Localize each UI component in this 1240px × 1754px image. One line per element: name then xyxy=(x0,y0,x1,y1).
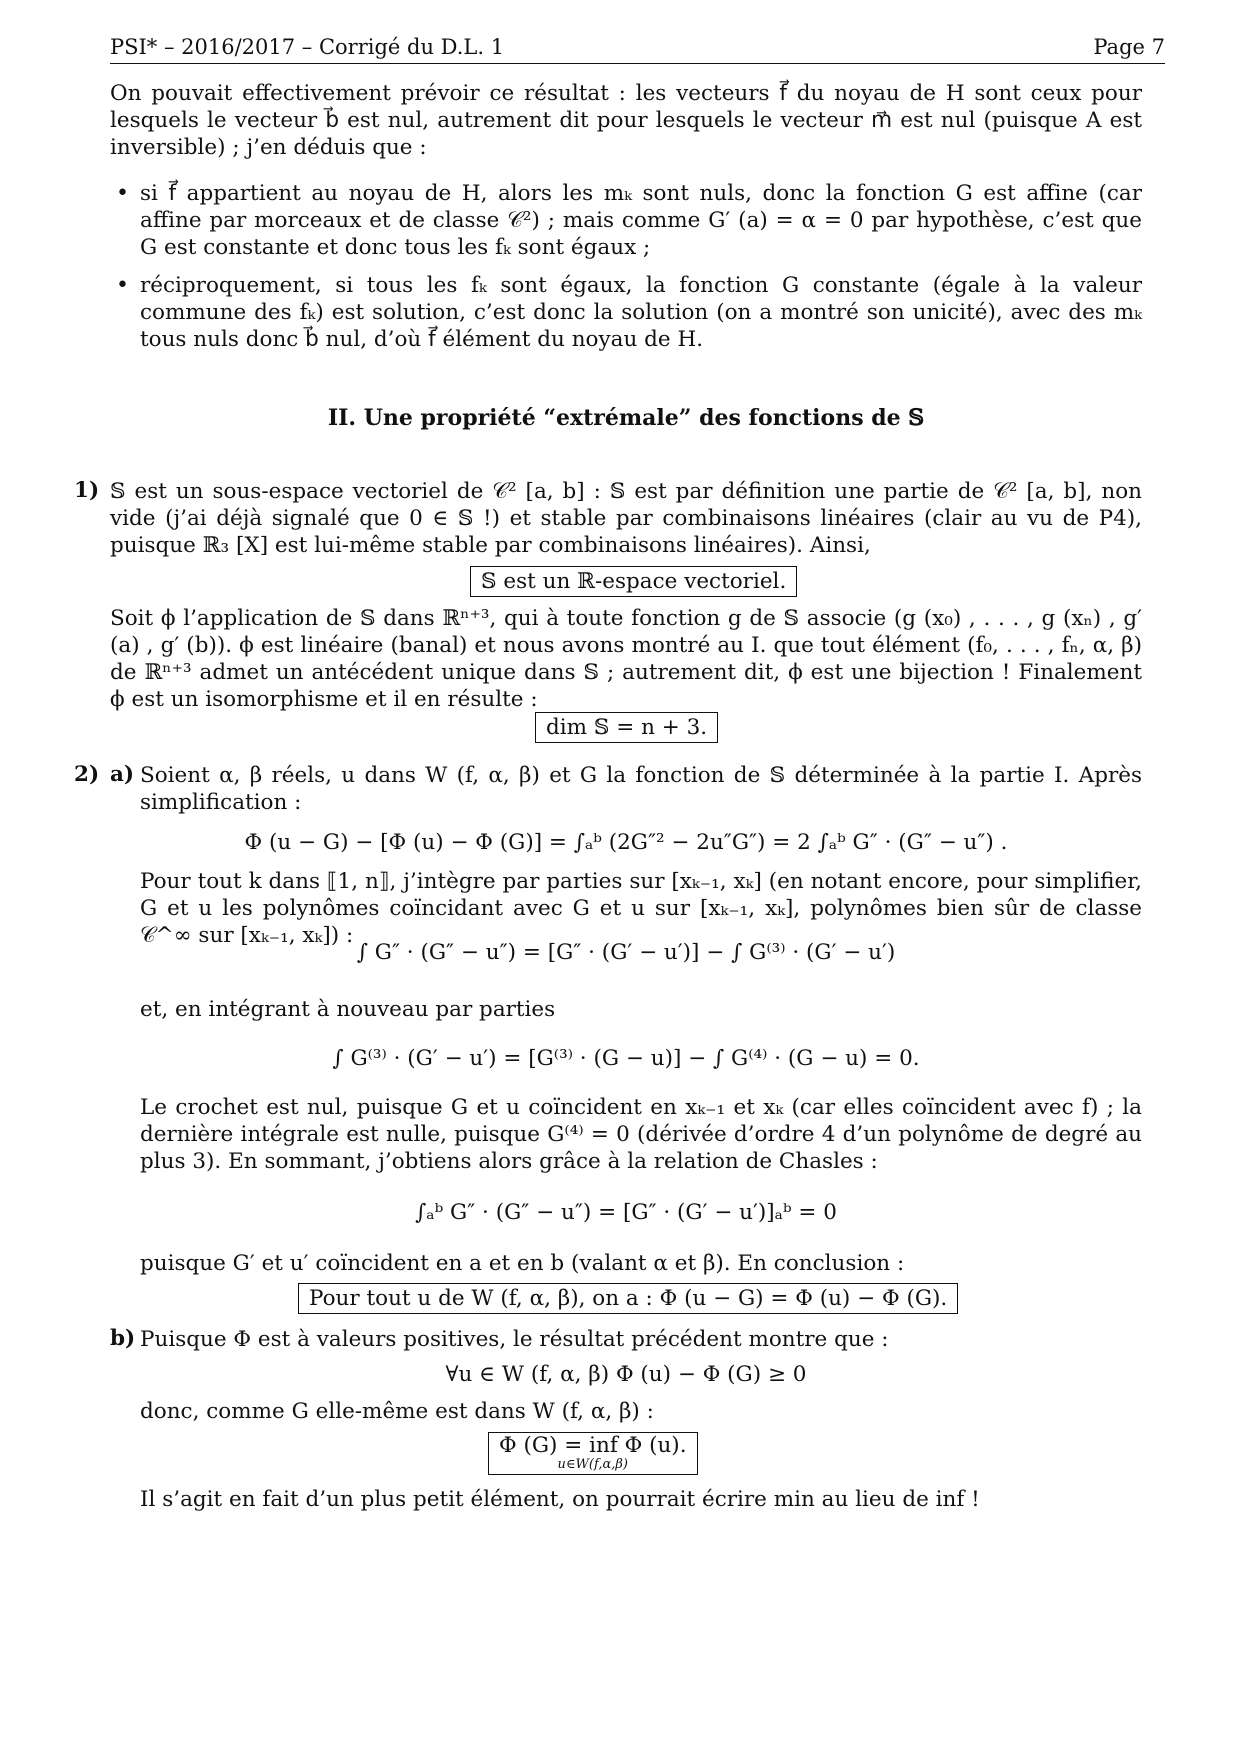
crochet-text: Le crochet est nul, puisque G et u coïncident en xₖ₋₁ et xₖ (car elles coïncident avec f) ; la dernière intégrale est nulle, puisque G⁽⁴⁾ = 0 (dérivée d’ordre 4 d’un polynôme de degré au plus 3). En sommant, j’obtiens alors grâce à la relation de Chasles : xyxy=(140,1095,1142,1174)
page-number: Page 7 xyxy=(1093,35,1165,59)
infimum-formula: Φ (G) = inf Φ (u). xyxy=(499,1433,687,1458)
ipp-text: Pour tout k dans ⟦1, n⟧, j’intègre par parties sur [xₖ₋₁, xₖ] (en notant encore, pour simplifier, G et u les polynômes coïncidant avec G et u sur [xₖ₋₁, xₖ], polynômes bien sûr de classe 𝒞^∞ sur [xₖ₋₁, xₖ]) : xyxy=(140,869,1142,948)
again-text: et, en intégrant à nouveau par parties xyxy=(140,997,556,1022)
intro-paragraph: On pouvait effectivement prévoir ce résultat : les vecteurs f⃗ du noyau de H sont ceux pour lesquels le vecteur b⃗ est nul, autrement dit pour lesquels le vecteur m⃗ est nul (puisque A est inversible) ; j’en déduis que : xyxy=(110,81,1142,160)
equation-2: ∫ G″ · (G″ − u″) = [G″ · (G′ − u′)] − ∫ G⁽³⁾ · (G′ − u′) xyxy=(356,940,896,965)
bullet-item-1: si f⃗ appartient au noyau de H, alors les mₖ sont nuls, donc la fonction G est affine (car affine par morceaux et de classe 𝒞²) ; mais comme G′ (a) = α = 0 par hypothèse, c’est que G est constante et donc tous les fₖ sont égaux ; xyxy=(140,181,1142,260)
conclusion-text: puisque G′ et u′ coïncident en a et en b (valant α et β). En conclusion : xyxy=(140,1251,905,1276)
result-box-infimum xyxy=(488,1432,698,1475)
part-b-label: b) xyxy=(110,1326,136,1351)
question-1-text: 𝕊 est un sous-espace vectoriel de 𝒞² [a, b] : 𝕊 est par définition une partie de 𝒞² [a, b], non vide (j’ai déjà signalé que 0 ∈ 𝕊 !) et stable par combinaisons linéaires (clair au vu de P4), puisque ℝ₃ [X] est lui-même stable par combinaisons linéaires). Ainsi, xyxy=(110,479,1142,558)
final-remark: Il s’agit en fait d’un plus petit élément, on pourrait écrire min au lieu de inf ! xyxy=(140,1487,980,1512)
page-header xyxy=(110,30,1165,64)
section-title: II. Une propriété “extrémale” des fonctions de 𝕊 xyxy=(327,405,925,431)
equation-3: ∫ G⁽³⁾ · (G′ − u′) = [G⁽³⁾ · (G − u)] − ∫ G⁽⁴⁾ · (G − u) = 0. xyxy=(332,1046,920,1071)
bullet-marker: • xyxy=(116,273,129,298)
part-a-label: a) xyxy=(110,762,135,787)
header-title: PSI* – 2016/2017 – Corrigé du D.L. 1 xyxy=(110,35,505,59)
part-a-text: Soient α, β réels, u dans W (f, α, β) et G la fonction de 𝕊 déterminée à la partie I. Après simplification : xyxy=(140,763,1142,815)
equation-5: ∀u ∈ W (f, α, β) Φ (u) − Φ (G) ≥ 0 xyxy=(445,1362,807,1387)
question-1-number: 1) xyxy=(74,478,100,503)
question-2-number: 2) xyxy=(74,762,100,787)
result-box-identity: Pour tout u de W (f, α, β), on a : Φ (u − G) = Φ (u) − Φ (G). xyxy=(298,1283,958,1314)
result-box-dimension: dim 𝕊 = n + 3. xyxy=(535,712,718,743)
bullet-marker: • xyxy=(116,181,129,206)
equation-4: ∫ₐᵇ G″ · (G″ − u″) = [G″ · (G′ − u′)]ₐᵇ = 0 xyxy=(415,1200,837,1225)
question-1-text-2: Soit ϕ l’application de 𝕊 dans ℝⁿ⁺³, qui à toute fonction g de 𝕊 associe (g (x₀) , . . . , g (xₙ) , g′ (a) , g′ (b)). ϕ est linéaire (banal) et nous avons montré au I. que tout élément (f₀, . . . , fₙ, α, β) de ℝⁿ⁺³ admet un antécédent unique dans 𝕊 ; autrement dit, ϕ est une bijection ! Finalement ϕ est un isomorphisme et il en résulte : xyxy=(110,606,1142,712)
infimum-subscript: u∈W(f,α,β) xyxy=(557,1457,628,1472)
part-b-text: Puisque Φ est à valeurs positives, le résultat précédent montre que : xyxy=(140,1327,889,1352)
result-box-vector-space: 𝕊 est un ℝ-espace vectoriel. xyxy=(470,566,797,597)
bullet-item-2: réciproquement, si tous les fₖ sont égaux, la fonction G constante (égale à la valeur commune des fₖ) est solution, c’est donc la solution (on a montré son unicité), avec des mₖ tous nuls donc b⃗ nul, d’où f⃗ élément du noyau de H. xyxy=(140,273,1142,352)
donc-text: donc, comme G elle-même est dans W (f, α, β) : xyxy=(140,1399,654,1424)
equation-1: Φ (u − G) − [Φ (u) − Φ (G)] = ∫ₐᵇ (2G″² − 2u″G″) = 2 ∫ₐᵇ G″ · (G″ − u″) . xyxy=(244,830,1008,855)
